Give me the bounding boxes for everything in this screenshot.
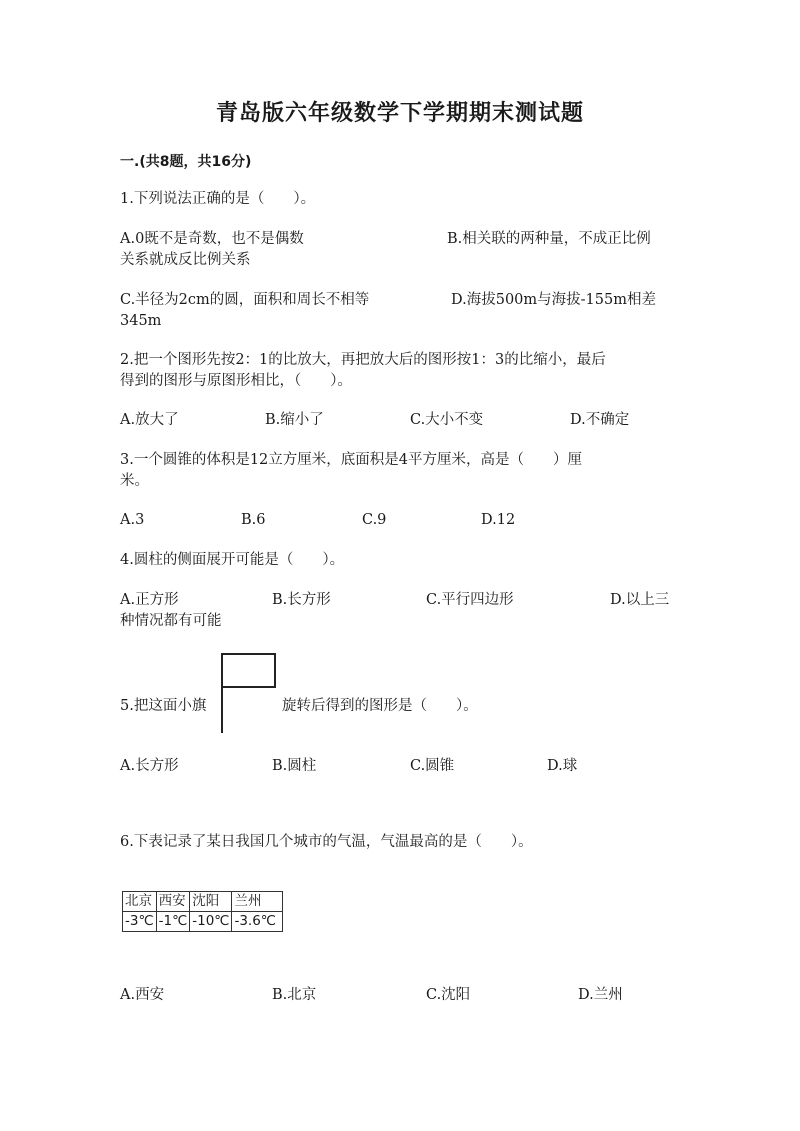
q5-stem: 5.把这面小旗 bbox=[120, 698, 207, 714]
q4-option-a[interactable]: A.正方形 bbox=[120, 592, 179, 608]
q5-option-a[interactable]: A.长方形 bbox=[120, 758, 179, 774]
page-title: 青岛版六年级数学下学期期末测试题 bbox=[215, 101, 584, 126]
q6-stem: 6.下表记录了某日我国几个城市的气温，气温最高的是（ ）。 bbox=[120, 834, 533, 850]
q5-option-b[interactable]: B.圆柱 bbox=[272, 758, 317, 774]
q1-option-d-cont: 345m bbox=[120, 313, 162, 329]
q3-option-d[interactable]: D.12 bbox=[481, 512, 516, 528]
table-row bbox=[123, 892, 283, 912]
q1-option-b[interactable]: B.相关联的两种量，不成正比例 bbox=[447, 231, 651, 247]
q1-option-d[interactable]: D.海拔500m与海拔-155m相差 bbox=[451, 292, 656, 308]
q3-option-a[interactable]: A.3 bbox=[120, 512, 145, 528]
q2-option-c[interactable]: C.大小不变 bbox=[410, 412, 484, 428]
q2-option-d[interactable]: D.不确定 bbox=[570, 412, 630, 428]
temp-cell: -1℃ bbox=[156, 912, 190, 932]
q1-option-a[interactable]: A.0既不是奇数，也不是偶数 bbox=[120, 231, 304, 247]
q4-option-c[interactable]: C.平行四边形 bbox=[426, 592, 514, 608]
q2-option-b[interactable]: B.缩小了 bbox=[265, 412, 324, 428]
q6-option-c[interactable]: C.沈阳 bbox=[426, 987, 471, 1003]
q2-stem-cont: 得到的图形与原图形相比，（ ）。 bbox=[120, 373, 352, 389]
q1-option-b-cont: 关系就成反比例关系 bbox=[120, 252, 251, 268]
temp-cell: -10℃ bbox=[190, 912, 232, 932]
flag-pole bbox=[221, 653, 223, 733]
q6-option-a[interactable]: A.西安 bbox=[120, 987, 165, 1003]
q3-option-b[interactable]: B.6 bbox=[241, 512, 266, 528]
city-cell: 兰州 bbox=[232, 892, 283, 912]
table-row bbox=[123, 912, 283, 932]
flag-figure bbox=[221, 653, 276, 688]
temperature-table bbox=[122, 891, 283, 932]
q1-option-c[interactable]: C.半径为2cm的圆，面积和周长不相等 bbox=[120, 292, 370, 308]
q3-option-c[interactable]: C.9 bbox=[362, 512, 387, 528]
q1-stem: 1.下列说法正确的是（ ）。 bbox=[120, 191, 316, 207]
q3-stem: 3.一个圆锥的体积是12立方厘米，底面积是4平方厘米，高是（ ）厘 bbox=[120, 452, 583, 468]
temp-cell: -3.6℃ bbox=[232, 912, 283, 932]
q6-option-b[interactable]: B.北京 bbox=[272, 987, 317, 1003]
q3-stem-cont: 米。 bbox=[120, 473, 149, 489]
q5-option-c[interactable]: C.圆锥 bbox=[410, 758, 455, 774]
q6-option-d[interactable]: D.兰州 bbox=[578, 987, 623, 1003]
q4-option-b[interactable]: B.长方形 bbox=[272, 592, 331, 608]
q5-option-d[interactable]: D.球 bbox=[547, 758, 578, 774]
temp-cell: -3℃ bbox=[123, 912, 157, 932]
city-cell: 北京 bbox=[123, 892, 157, 912]
q4-stem: 4.圆柱的侧面展开可能是（ ）。 bbox=[120, 552, 345, 568]
city-cell: 沈阳 bbox=[190, 892, 232, 912]
q2-option-a[interactable]: A.放大了 bbox=[120, 412, 179, 428]
city-cell: 西安 bbox=[156, 892, 190, 912]
section-heading: 一.(共8题，共16分) bbox=[120, 154, 252, 170]
q2-stem: 2.把一个图形先按2：1的比放大，再把放大后的图形按1：3的比缩小，最后 bbox=[120, 352, 606, 368]
q5-stem-cont: 旋转后得到的图形是（ ）。 bbox=[282, 698, 478, 714]
q4-option-d-cont: 种情况都有可能 bbox=[120, 613, 222, 629]
q4-option-d[interactable]: D.以上三 bbox=[610, 592, 670, 608]
